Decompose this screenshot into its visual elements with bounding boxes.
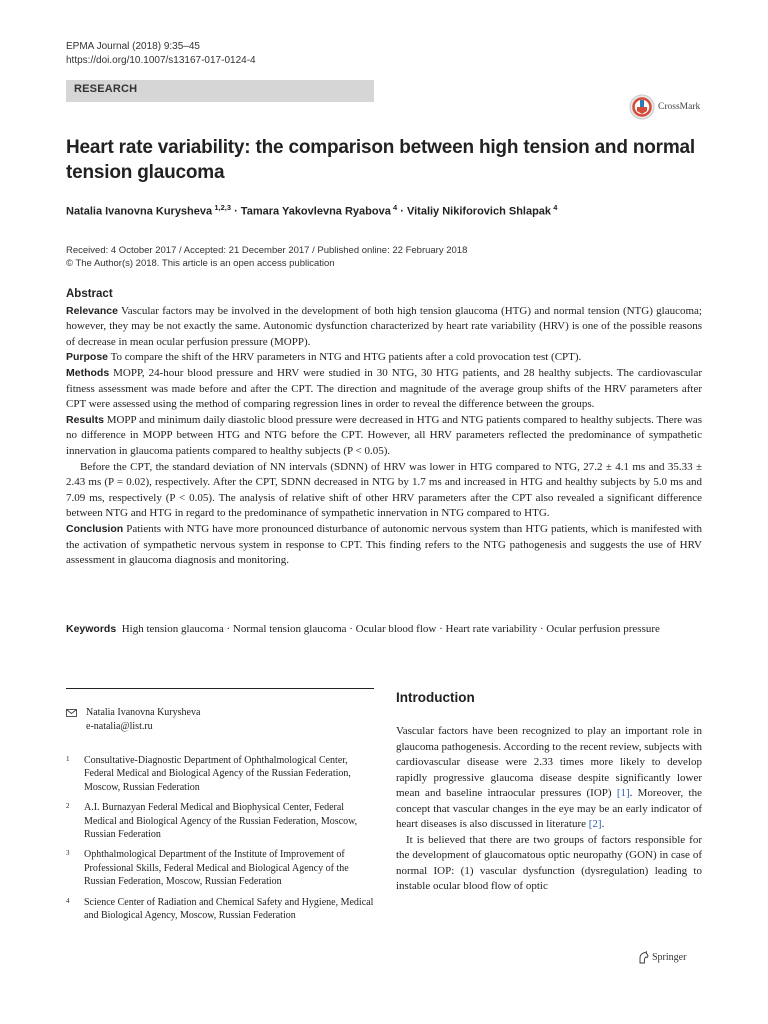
conclusion-text: Patients with NTG have more pronounced disturbance of autonomic nervous system than HTG patients, which is manifested with the activation of sympathetic nervous system in response to CPT. This finding refers to the NTG pathogenesis and suggests the use of HRV assessment in glaucoma diagnosis and monitoring. [66,522,703,567]
abstract-relevance [66,304,702,351]
correspondence-name: Natalia Ivanovna Kurysheva [86,707,201,718]
abstract-heading: Abstract [66,288,113,300]
crossmark-label: CrossMark [658,102,701,112]
envelope-icon [66,706,86,720]
correspondence [66,706,200,734]
affiliation-number: 3 [66,849,70,858]
introduction-body [396,724,702,895]
affiliation-item [66,896,374,923]
doi-link[interactable]: https://doi.org/10.1007/s13167-017-0124-4 [66,55,256,66]
results-label: Results [66,413,104,426]
author-name[interactable]: Natalia Ivanovna Kurysheva [66,205,213,218]
abstract-results-continued: Before the CPT, the standard deviation of NN intervals (SDNN) of HRV was lower in HTG compared to NTG, 27.2 ± 4.1 ms and 35.33 ± 2.43 ms (P = 0.02), respectively. After the CPT, SDNN decreased in NTG by 1.7 ms and increased in HTG and healthy subjects by 5.0 ms and 7.09 ms, respectively (P < 0.05). The analysis of relative shift of other HRV parameters after the CPT also revealed a significant difference between NTG and HTG in regard to the predominance of sympathetic innervation in NTG compared to HTG. [66,460,702,520]
publisher-name: Springer [652,952,687,963]
purpose-text: To compare the shift of the HRV parameters in NTG and HTG patients after a cold provocation test (CPT). [110,351,582,364]
affiliation-item [66,754,374,794]
affiliation-number: 2 [66,802,70,811]
introduction-paragraph: It is believed that there are two groups of factors responsible for the development of glaucomatous optic neuropathy (GON) in case of normal IOP: (1) vascular dysfunction (dysregulation) leading to instable ocular blood flow of optic [396,833,702,892]
introduction-heading: Introduction [396,690,475,705]
dates-line: Received: 4 October 2017 / Accepted: 21 December 2017 / Published online: 22 February 2018 [66,245,468,256]
intro-text: . Moreover, the concept that vascular changes in the eye may be an early indicator of heart diseases is also discussed in literature [396,787,702,830]
reference-link[interactable]: [2] [588,818,602,830]
article-title: Heart rate variability: the comparison between high tension and normal tension glaucoma [66,137,695,183]
copyright-text: The Author(s) 2018. This article is an open access publication [75,258,335,269]
abstract-conclusion [66,522,702,569]
conclusion-label: Conclusion [66,522,124,535]
keywords-text: High tension glaucoma · Normal tension glaucoma · Ocular blood flow · Heart rate variability · Ocular perfusion pressure [121,623,660,635]
author-list [66,203,557,218]
abstract-purpose [66,350,702,366]
copyright-icon: © [66,258,73,269]
intro-text: . [601,818,605,830]
affiliation-item [66,801,374,841]
author-affil-sup: 4 [553,203,558,212]
author-affil-sup: 1,2,3 [214,203,232,212]
author-name[interactable]: Vitaliy Nikiforovich Shlapak [406,205,552,218]
intro-text: Vascular factors have been recognized to play an important role in glaucoma pathogenesis. According to the recent review, subjects with cardiovascular disease were 2.33 times more likely to develop rapidly progressive glaucoma disease despite significantly lower mean and baseline intraocular pressures (IOP) [396,725,702,799]
purpose-label: Purpose [66,351,109,364]
keywords-label: Keywords [66,623,117,635]
copyright-line [66,257,467,270]
affiliation-text: Science Center of Radiation and Chemical Safety and Hygiene, Medical and Biological Agency, Moscow, Russian Federation [84,896,374,922]
crossmark-badge[interactable] [629,94,700,120]
results-text: MOPP and minimum daily diastolic blood pressure were decreased in HTG and NTG patients compared to healthy subjects. There was no difference in MOPP between HTG and NTG before the CPT. However, all HRV parameters reflected the predominance of sympathetic innervation in glaucoma patients compared to healthy subjects (P < 0.05). [66,413,702,457]
affiliation-number: 4 [66,896,70,905]
affiliation-text: Ophthalmological Department of the Institute of Improvement of Professional Skills, Federal Medical and Biological Agency of the Russian Federation, Moscow, Russian Federation [84,849,349,888]
affiliation-text: A.I. Burnazyan Federal Medical and Biophysical Center, Federal Medical and Biological Agency of the Russian Federation, Moscow, Russian Federation [84,802,358,841]
author-name[interactable]: Tamara Yakovlevna Ryabova [240,205,391,218]
correspondence-email[interactable]: e-natalia@list.ru [86,721,153,732]
keywords [66,621,702,637]
affiliation-list [66,754,374,929]
springer-horse-icon [638,951,649,964]
abstract-results [66,413,702,460]
publication-dates [66,244,467,270]
affiliation-text: Consultative-Diagnostic Department of Ophthalmological Center, Federal Medical and Biological Agency of the Russian Federation, Moscow, Russian Federation [84,755,351,793]
abstract [66,287,702,569]
author-separator: · [231,205,241,218]
section-banner [66,80,374,102]
journal-header [66,40,256,68]
publisher-logo [638,951,686,964]
reference-link[interactable]: [1] [616,787,630,799]
methods-label: Methods [66,366,110,379]
author-affil-sup: 4 [393,203,398,212]
abstract-methods [66,366,702,413]
affiliation-number: 1 [66,755,70,763]
journal-citation: EPMA Journal (2018) 9:35–45 [66,41,200,52]
author-separator: · [397,205,407,218]
crossmark-icon [629,94,655,120]
relevance-label: Relevance [66,304,118,317]
affiliation-item [66,848,374,888]
methods-text: MOPP, 24-hour blood pressure and HRV were studied in 30 NTG, 30 HTG patients, and 28 healthy subjects. The cardiovascular fitness assessment was made before and after the CPT. The direction and magnitude of the average group shifts of the HRV parameters after CPT were assessed using the method of comparing regression lines in order to reveal the difference between the groups. [66,366,702,411]
section-banner-label: RESEARCH [74,83,138,95]
introduction-paragraph [396,724,702,833]
relevance-text: Vascular factors may be involved in the development of both high tension glaucoma (HTG) and normal tension (NTG) glaucoma; however, they may be not exactly the same. Autonomic dysfunction characterized by heart rate variability (HRV) is one of the possible reasons of decrease in mean ocular perfusion pressure (MOPP). [66,304,702,348]
footnote-divider [66,688,374,689]
